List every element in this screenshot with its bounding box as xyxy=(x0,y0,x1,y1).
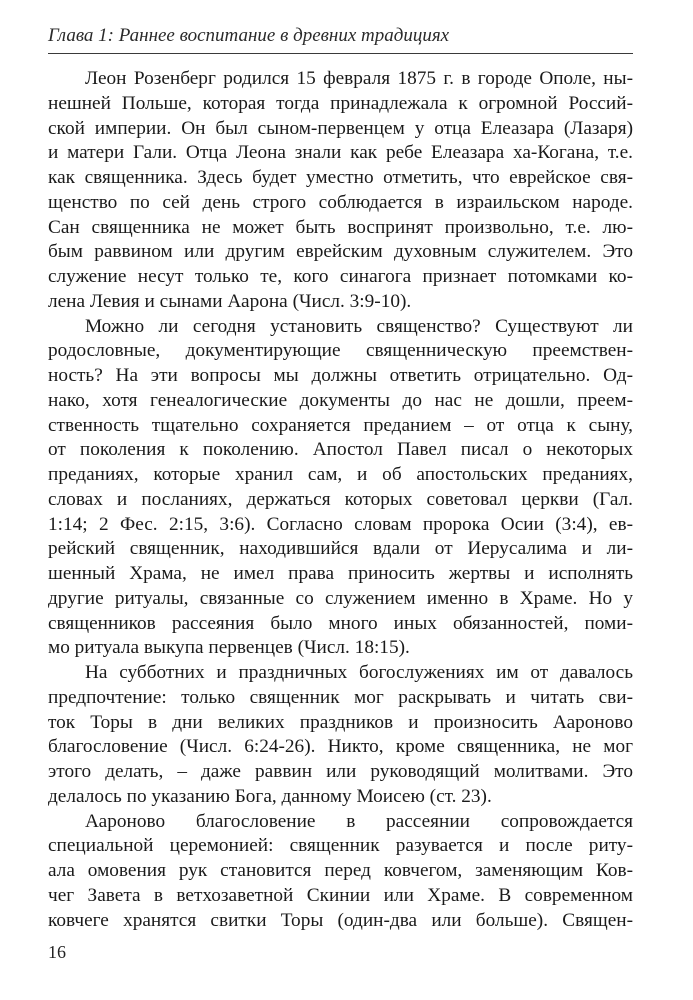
paragraph xyxy=(48,810,633,934)
text-line: Леон Розенберг родился 15 февраля 1875 г. в городе Ополе, ны- xyxy=(85,68,633,89)
text-line: рейский священник, находившийся вдали от Иерусалима и ли- xyxy=(48,538,633,560)
text-line: ской империи. Он был сыном-первенцем у отца Елеазара (Лазаря) xyxy=(48,117,633,139)
text-line: служение несут только те, кого синагога признает потомками ко- xyxy=(48,266,633,287)
text-line: Аароново благословение в рассеянии сопровождается xyxy=(85,810,633,832)
text-line: нешней Польше, которая тогда принадлежала к огромной Россий- xyxy=(48,92,633,114)
paragraph xyxy=(48,315,633,662)
text-line: ала омовения рук становится перед ковчегом, заменяющим Ков- xyxy=(48,860,633,881)
text-line: ток Торы в дни великих праздников и произносить Аароново xyxy=(48,711,633,733)
text-line: от поколения к поколению. Апостол Павел писал о некоторых xyxy=(48,439,633,461)
paragraph xyxy=(48,661,633,810)
text-line: 1:14; 2 Фес. 2:15, 3:6). Согласно словам пророка Осии (3:4), ев- xyxy=(48,513,633,535)
text-line: словах и посланиях, держаться которых советовал церкви (Гал. xyxy=(48,488,633,510)
text-line: чег Завета в ветхозаветной Скинии или Храме. В современном xyxy=(48,884,633,906)
page-body xyxy=(48,67,633,933)
paragraph xyxy=(48,67,633,315)
text-line: шенный Храма, не имел права приносить жертвы и исполнять xyxy=(48,563,633,584)
header-rule xyxy=(48,53,633,54)
text-line: родословные, документирующие священническую преемствен- xyxy=(48,340,633,362)
running-header: Глава 1: Раннее воспитание в древних традициях xyxy=(48,25,450,46)
text-line: Сан священника не может быть воспринят произвольно, т.е. лю- xyxy=(48,216,633,238)
text-line: ность? На эти вопросы мы должны ответить отрицательно. Од- xyxy=(48,365,633,386)
text-line: лена Левия и сынами Аарона (Числ. 3:9-10). xyxy=(48,290,412,312)
text-line: бым раввином или другим еврейским духовным служителем. Это xyxy=(48,241,633,263)
text-line: как священника. Здесь будет уместно отметить, что еврейское свя- xyxy=(48,167,633,188)
text-line: ственность тщательно сохраняется преданием – от отца к сыну, xyxy=(48,414,633,436)
text-line: другие ритуалы, связанные со служением именно в Храме. Но у xyxy=(48,587,633,609)
text-line: предпочтение: только священник мог раскрывать и читать сви- xyxy=(48,686,633,708)
text-line: преданиях, которые хранил сам, и об апостольских преданиях, xyxy=(48,464,633,485)
text-line: На субботних и праздничных богослужениях им от давалось xyxy=(85,662,633,683)
text-line: и матери Гали. Отца Леона знали как ребе Елеазара ха-Когана, т.е. xyxy=(48,142,633,164)
text-line: этого делать, – даже раввин или руководящий молитвами. Это xyxy=(48,761,633,782)
text-line: нако, хотя генеалогические документы до нас не дошли, преем- xyxy=(48,389,633,411)
text-line: щенство по сей день строго соблюдается в израильском народе. xyxy=(48,191,633,213)
text-line: делалось по указанию Бога, данному Моисею (ст. 23). xyxy=(48,785,492,807)
text-line: Можно ли сегодня установить священство? Существуют ли xyxy=(85,315,633,337)
text-line: священников рассеяния было много иных обязанностей, поми- xyxy=(48,612,633,634)
text-line: благословение (Числ. 6:24-26). Никто, кроме священника, не мог xyxy=(48,736,633,758)
text-line: мо ритуала выкупа первенцев (Числ. 18:15). xyxy=(48,637,410,659)
text-line: ковчеге хранятся свитки Торы (один-два или больше). Священ- xyxy=(48,909,633,931)
page-number: 16 xyxy=(48,942,66,962)
text-line: специальной церемонией: священник разувается и после риту- xyxy=(48,835,633,857)
